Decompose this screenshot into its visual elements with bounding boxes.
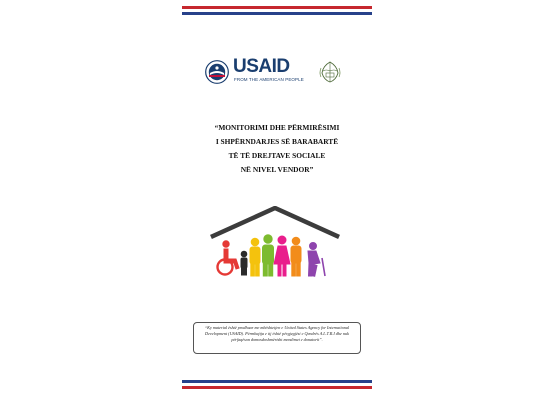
- bottom-flag-stripes: [182, 380, 372, 389]
- document-title: [182, 121, 372, 177]
- child-icon: [241, 251, 247, 275]
- title-line-4: NË NIVEL VENDOR”: [240, 165, 314, 174]
- adult-icon: [291, 237, 301, 276]
- usaid-wordmark: USAID: [233, 56, 290, 77]
- woman-icon: [274, 236, 290, 276]
- top-flag-stripes: [182, 6, 372, 15]
- title-line-3: TË TË DREJTAVE SOCIALE: [228, 151, 326, 160]
- bottom-stripe-red: [182, 386, 372, 389]
- house-with-people-icon: [210, 206, 340, 282]
- adult-icon: [250, 238, 260, 276]
- adult-icon: [263, 235, 274, 276]
- logo-bar: [205, 56, 355, 86]
- usaid-tagline: FROM THE AMERICAN PEOPLE: [234, 77, 304, 82]
- top-stripe-blue: [182, 12, 372, 15]
- title-line-2: I SHPËRNDARJES SË BARABARTË: [215, 137, 339, 146]
- usaid-disclaimer: “Ky material është prodhuar me mbështetjen e United States Agency for International Development (USAID). Përmbajtja e tij është përgjegjësi e Qendrës A.L.T.R.I dhe nuk përfaqëson domosdoshmërisht mendimet e donatorit”.: [193, 322, 361, 354]
- wheelchair-user-icon: [218, 241, 240, 275]
- elderly-with-cane-icon: [308, 243, 325, 277]
- title-line-1: “MONITORIMI DHE PËRMIRËSIMI: [214, 123, 340, 132]
- partner-emblem-icon: [317, 59, 343, 85]
- roof-icon: [213, 208, 337, 236]
- usaid-seal-icon: [205, 60, 229, 84]
